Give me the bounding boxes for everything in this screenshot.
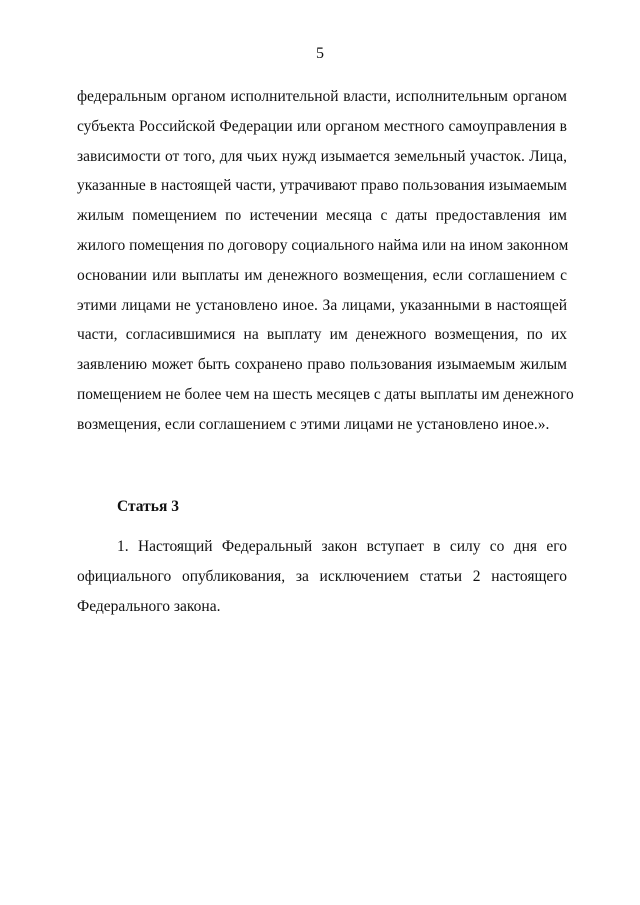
text-line: указанные в настоящей части, утрачивают право пользования изымаемым — [77, 177, 567, 195]
text-line: официального опубликования, за исключением статьи 2 настоящего — [77, 567, 567, 585]
text-line: помещением не более чем на шесть месяцев с даты выплаты им денежного — [77, 385, 574, 403]
text-line: 1. Настоящий Федеральный закон вступает в силу со дня его — [117, 538, 567, 555]
article-heading: Статья 3 — [117, 498, 179, 515]
text-line: заявлению может быть сохранено право пользования изымаемым жилым — [77, 356, 567, 374]
text-line: части, согласившимися на выплату им денежного возмещения, по их — [77, 326, 567, 344]
paragraph-continuation — [77, 82, 574, 440]
text-line: Федерального закона. — [77, 597, 221, 615]
text-line: субъекта Российской Федерации или органом местного самоуправления в — [77, 117, 567, 135]
text-line: основании или выплаты им денежного возмещения, если соглашением с — [77, 266, 567, 284]
text-line: жилого помещения по договору социального найма или на ином законном — [77, 236, 569, 254]
article-paragraph — [77, 532, 567, 621]
text-line: федеральным органом исполнительной власти, исполнительным органом — [77, 88, 567, 105]
text-line: жилым помещением по истечении месяца с даты предоставления им — [77, 207, 567, 225]
text-line: зависимости от того, для чьих нужд изымается земельный участок. Лица, — [77, 147, 567, 165]
text-line: возмещения, если соглашением с этими лицами не установлено иное.». — [77, 415, 550, 433]
page-number: 5 — [316, 45, 324, 62]
text-line: этими лицами не установлено иное. За лицами, указанными в настоящей — [77, 296, 567, 314]
